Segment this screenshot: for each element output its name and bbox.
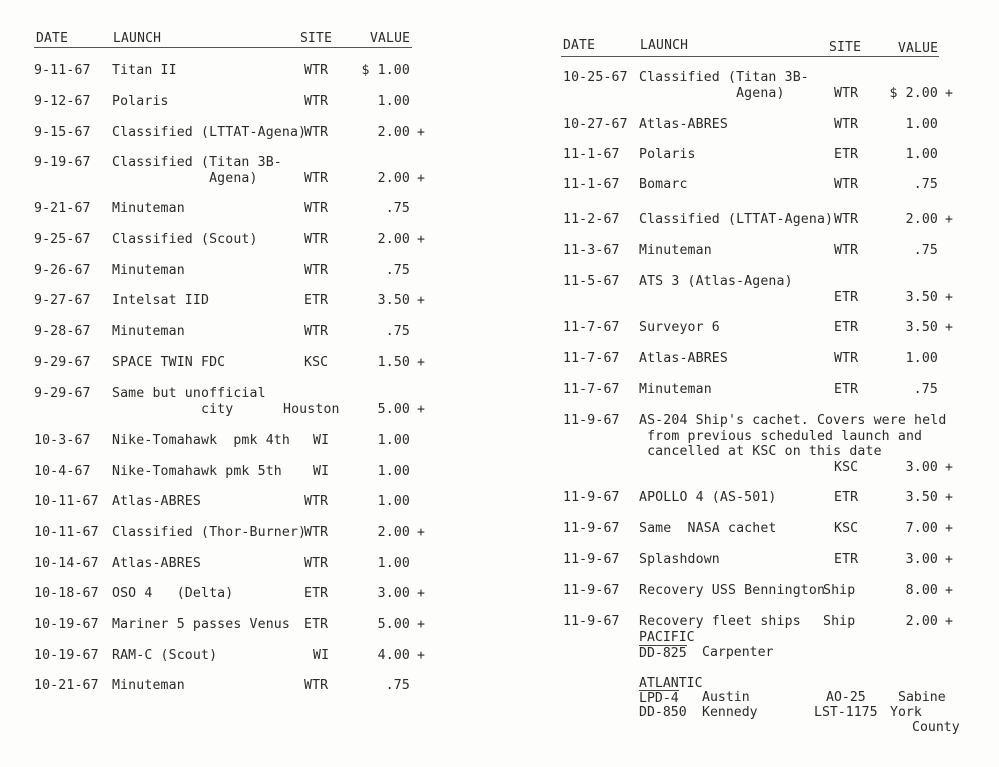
row-value: .75 <box>913 243 938 258</box>
row-site: WI <box>313 464 330 479</box>
row-site: ETR <box>304 293 329 308</box>
row-value: .75 <box>913 382 938 397</box>
row-site: WTR <box>304 263 329 278</box>
row-site: ETR <box>834 320 859 335</box>
row-date: 11-5-67 <box>563 274 620 289</box>
row-date: 10-11-67 <box>34 494 99 509</box>
row-value: 1.00 <box>377 94 410 109</box>
row-plus: + <box>945 614 954 629</box>
header-site: SITE <box>300 31 333 46</box>
row-site: ETR <box>834 147 859 162</box>
row-value: 3.50 <box>905 289 938 305</box>
row-value: 2.00 <box>377 232 410 247</box>
row-site: WTR <box>304 232 329 247</box>
row-date: 9-25-67 <box>34 232 91 247</box>
row-date: 11-3-67 <box>563 243 620 258</box>
row-launch: Classified (LTTAT-Agena) <box>112 125 307 140</box>
row-date: 11-1-67 <box>563 177 620 192</box>
atlantic-ship-name: Kennedy <box>702 705 758 720</box>
row-value: 1.00 <box>905 117 938 132</box>
row-plus: + <box>417 355 426 370</box>
row-launch: OSO 4 (Delta) <box>112 586 234 601</box>
header-launch: LAUNCH <box>113 31 162 46</box>
row-plus: + <box>417 648 426 663</box>
row-site: ETR <box>304 617 329 632</box>
row-plus: + <box>417 293 426 308</box>
row-value: 8.00 <box>905 583 938 598</box>
header-value: VALUE <box>898 41 939 56</box>
row-launch: Agena) <box>639 85 785 101</box>
row-site: ETR <box>834 490 859 505</box>
row-plus: + <box>945 320 954 335</box>
row-launch: Minuteman <box>112 324 185 339</box>
row-plus: + <box>417 401 426 417</box>
row-date: 11-9-67 <box>563 583 620 598</box>
row-value: 2.00 <box>377 125 410 140</box>
row-date: 10-18-67 <box>34 586 99 601</box>
row-launch: Classified (Titan 3B- <box>112 155 282 170</box>
row-launch: APOLLO 4 (AS-501) <box>639 490 777 505</box>
row-site: Ship <box>823 583 856 598</box>
row-launch: Nike-Tomahawk pmk 4th <box>112 433 290 448</box>
atlantic-ship-code: AO-25 <box>826 690 866 705</box>
row-site: Ship <box>823 614 856 629</box>
row-value: 1.50 <box>377 355 410 370</box>
row-plus: + <box>417 586 426 601</box>
row-plus: + <box>417 170 426 186</box>
row-date: 9-19-67 <box>34 155 91 170</box>
row-date: 9-27-67 <box>34 293 91 308</box>
row-launch: Minuteman <box>112 263 185 278</box>
row-launch: Minuteman <box>639 243 712 258</box>
row-site: WTR <box>304 170 329 186</box>
header-date: DATE <box>563 38 596 53</box>
row-plus: + <box>945 490 954 505</box>
row-date: 11-9-67 <box>563 552 620 567</box>
row-launch: Intelsat IID <box>112 293 210 308</box>
row-launch: Same but unofficial <box>112 386 266 401</box>
row-launch: Classified (Scout) <box>112 232 258 247</box>
row-value: $ 2.00 <box>889 85 938 101</box>
row-launch: cancelled at KSC on this date <box>639 444 882 459</box>
row-site: WTR <box>834 85 859 101</box>
row-launch: from previous scheduled launch and <box>639 428 923 444</box>
row-site: WTR <box>834 212 859 227</box>
row-value: 5.00 <box>377 617 410 632</box>
atlantic-ship-code: DD-850 <box>639 705 687 720</box>
row-date: 11-7-67 <box>563 382 620 397</box>
row-launch: Titan II <box>112 63 177 78</box>
row-value: 1.00 <box>377 556 410 571</box>
row-value: 2.00 <box>905 212 938 227</box>
row-value: 3.50 <box>377 293 410 308</box>
row-launch: Classified (Titan 3B- <box>639 70 809 85</box>
row-launch: SPACE TWIN FDC <box>112 355 226 370</box>
row-value: $ 1.00 <box>361 63 410 78</box>
row-site: WI <box>313 648 330 663</box>
row-site: WTR <box>304 125 329 140</box>
row-value: .75 <box>385 678 410 693</box>
row-plus: + <box>945 289 954 305</box>
row-date: 11-1-67 <box>563 147 620 162</box>
row-date: 10-19-67 <box>34 648 99 663</box>
row-site: Houston <box>283 401 340 417</box>
row-launch: Splashdown <box>639 552 720 567</box>
row-site: WTR <box>834 117 859 132</box>
row-date: 10-19-67 <box>34 617 99 632</box>
row-value: 3.00 <box>905 459 938 475</box>
row-site: KSC <box>304 355 329 370</box>
atlantic-ship-name: Sabine <box>898 690 946 705</box>
row-value: 3.50 <box>905 320 938 335</box>
row-date: 11-7-67 <box>563 320 620 335</box>
row-site: WTR <box>834 351 859 366</box>
row-date: 11-7-67 <box>563 351 620 366</box>
row-launch: Polaris <box>112 94 169 109</box>
pacific-label: PACIFIC <box>639 630 695 645</box>
row-launch: Atlas-ABRES <box>639 117 728 132</box>
row-site: WTR <box>304 678 329 693</box>
row-date: 11-9-67 <box>563 413 620 428</box>
header-value: VALUE <box>370 31 411 46</box>
header-date: DATE <box>36 31 69 46</box>
pacific-ship-code: DD-825 <box>639 646 687 661</box>
row-date: 9-21-67 <box>34 201 91 216</box>
row-launch: Atlas-ABRES <box>112 494 201 509</box>
row-value: .75 <box>385 263 410 278</box>
row-launch: city <box>112 401 234 417</box>
row-value: 2.00 <box>905 614 938 629</box>
row-value: 1.00 <box>905 147 938 162</box>
row-date: 10-21-67 <box>34 678 99 693</box>
row-plus: + <box>417 525 426 540</box>
row-value: 2.00 <box>377 170 410 186</box>
row-site: WTR <box>304 494 329 509</box>
row-launch: Surveyor 6 <box>639 320 720 335</box>
row-launch: ATS 3 (Atlas-Agena) <box>639 274 793 289</box>
atlantic-label: ATLANTIC <box>639 676 703 691</box>
row-plus: + <box>417 232 426 247</box>
atlantic-ship-code: LST-1175 <box>814 705 878 720</box>
row-date: 9-26-67 <box>34 263 91 278</box>
row-date: 9-28-67 <box>34 324 91 339</box>
row-launch: RAM-C (Scout) <box>112 648 218 663</box>
row-value: .75 <box>385 201 410 216</box>
row-launch: Atlas-ABRES <box>112 556 201 571</box>
row-value: 2.00 <box>377 525 410 540</box>
header-site: SITE <box>829 40 862 55</box>
atlantic-ship-name: York <box>890 705 922 720</box>
row-launch: Agena) <box>112 170 258 186</box>
row-plus: + <box>945 552 954 567</box>
row-site: WTR <box>304 525 329 540</box>
row-site: ETR <box>834 552 859 567</box>
row-plus: + <box>417 617 426 632</box>
row-date: 10-4-67 <box>34 464 91 479</box>
row-launch: Nike-Tomahawk pmk 5th <box>112 464 282 479</box>
row-site: WTR <box>834 243 859 258</box>
row-plus: + <box>945 212 954 227</box>
row-date: 9-12-67 <box>34 94 91 109</box>
row-launch: Polaris <box>639 147 696 162</box>
row-date: 9-29-67 <box>34 355 91 370</box>
row-date: 10-14-67 <box>34 556 99 571</box>
row-site: ETR <box>834 289 859 305</box>
row-value: 1.00 <box>905 351 938 366</box>
row-value: 3.00 <box>905 552 938 567</box>
header-launch: LAUNCH <box>640 38 689 53</box>
row-plus: + <box>945 583 954 598</box>
row-date: 9-15-67 <box>34 125 91 140</box>
row-plus: + <box>945 459 954 475</box>
row-site: WTR <box>304 556 329 571</box>
atlantic-ship-code: LPD-4 <box>639 691 679 706</box>
row-value: 5.00 <box>377 401 410 417</box>
row-launch: Minuteman <box>639 382 712 397</box>
row-value: .75 <box>913 177 938 192</box>
row-launch: AS-204 Ship's cachet. Covers were held <box>639 413 947 428</box>
row-date: 10-3-67 <box>34 433 91 448</box>
row-date: 11-9-67 <box>563 614 620 629</box>
row-launch: Bomarc <box>639 177 688 192</box>
row-value: 7.00 <box>905 521 938 536</box>
row-value: 1.00 <box>377 494 410 509</box>
row-value: 4.00 <box>377 648 410 663</box>
row-launch: Classified (Thor-Burner) <box>112 525 307 540</box>
row-value: 1.00 <box>377 433 410 448</box>
row-date: 11-9-67 <box>563 490 620 505</box>
row-launch: Recovery fleet ships <box>639 614 801 629</box>
row-value: 3.00 <box>377 586 410 601</box>
row-launch: Classified (LTTAT-Agena) <box>639 212 834 227</box>
row-date: 9-11-67 <box>34 63 91 78</box>
row-launch: Minuteman <box>112 201 185 216</box>
header-rule <box>561 56 939 57</box>
row-date: 10-11-67 <box>34 525 99 540</box>
row-value: 3.50 <box>905 490 938 505</box>
pacific-ship-name: Carpenter <box>702 645 774 660</box>
row-value: 1.00 <box>377 464 410 479</box>
row-date: 10-27-67 <box>563 117 628 132</box>
row-launch: Mariner 5 passes Venus <box>112 617 290 632</box>
row-site: WI <box>313 433 330 448</box>
row-site: WTR <box>304 94 329 109</box>
row-date: 9-29-67 <box>34 386 91 401</box>
row-launch: Atlas-ABRES <box>639 351 728 366</box>
header-rule <box>34 47 412 48</box>
row-date: 10-25-67 <box>563 70 628 85</box>
row-site: ETR <box>304 586 329 601</box>
row-value: .75 <box>385 324 410 339</box>
row-site: WTR <box>834 177 859 192</box>
row-date: 11-2-67 <box>563 212 620 227</box>
row-site: KSC <box>834 521 859 536</box>
row-launch: Same NASA cachet <box>639 521 777 536</box>
atlantic-ship-name: Austin <box>702 690 750 705</box>
row-launch: Recovery USS Bennington <box>639 583 826 598</box>
row-site: WTR <box>304 324 329 339</box>
row-launch: Minuteman <box>112 678 185 693</box>
atlantic-ship-name-cont: County <box>912 720 960 735</box>
row-site: ETR <box>834 382 859 397</box>
row-plus: + <box>417 125 426 140</box>
row-site: WTR <box>304 201 329 216</box>
row-site: WTR <box>304 63 329 78</box>
row-plus: + <box>945 85 954 101</box>
row-plus: + <box>945 521 954 536</box>
row-site: KSC <box>834 459 859 475</box>
row-date: 11-9-67 <box>563 521 620 536</box>
